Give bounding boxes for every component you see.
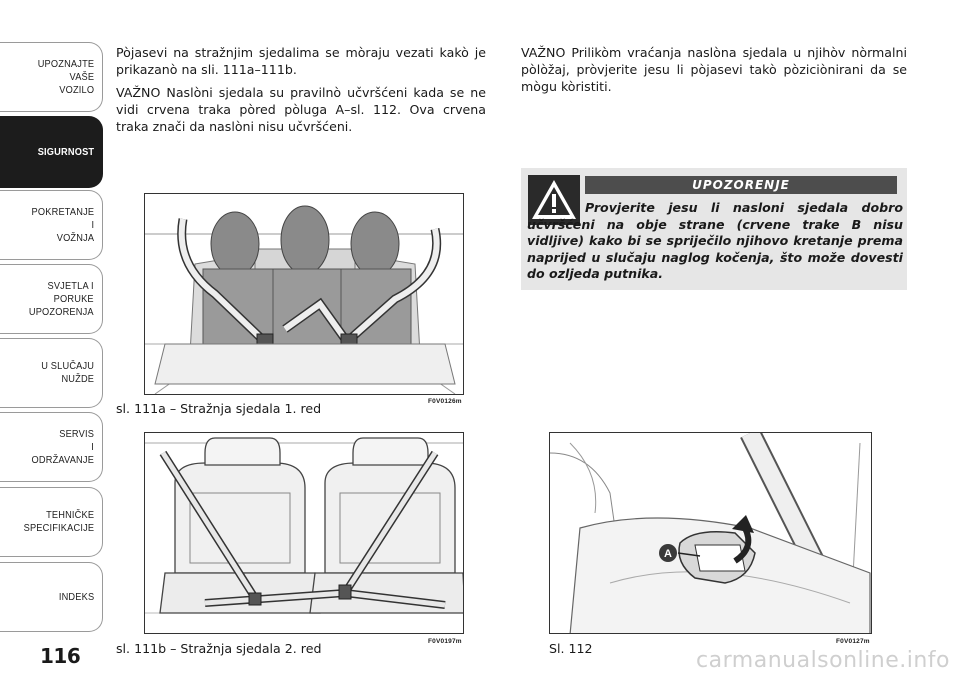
tab-indeks[interactable] bbox=[0, 562, 103, 632]
watermark: carmanualsonline.info bbox=[696, 648, 950, 673]
tab-pokretanje-i-voznja[interactable] bbox=[0, 190, 103, 260]
paragraph-important-return: VAŽNO Prilikòm vraćanja naslòna sjedala u njihòv nòrmalni pòlòžaj, pròvjerite jesu li pòjasevi takò pòziciònirani da se mògu kòristiti. bbox=[521, 45, 907, 94]
tab-tehnicke-specifikacije[interactable] bbox=[0, 487, 103, 557]
tab-upoznajte-vase-vozilo[interactable] bbox=[0, 42, 103, 112]
tab-u-slucaju-nuzde[interactable] bbox=[0, 338, 103, 408]
tab-label: SIGURNOST bbox=[37, 145, 94, 158]
figure-code-111b: F0V0197m bbox=[428, 638, 462, 645]
figure-rear-seats-row1 bbox=[144, 193, 464, 395]
figure-code-112: F0V0127m bbox=[836, 638, 870, 645]
tab-label: POKRETANJE I VOŽNJA bbox=[31, 205, 94, 244]
tab-label: TEHNIČKE SPECIFIKACIJE bbox=[23, 509, 94, 534]
warning-text: Provjerite jesu li nasloni sjedala dobro učvršćeni na obje strane (crvene trake B nisu vidljive) kako bi se spriječilo njihovo kretanje prema naprijed u slučaju naglog kočenja, što može dovesti do ozljeda putnika. bbox=[527, 200, 903, 281]
tab-label: INDEKS bbox=[58, 590, 94, 603]
tab-sigurnost[interactable] bbox=[0, 116, 103, 188]
caption-fig111a: sl. 111a – Stražnja sjedala 1. red bbox=[116, 401, 322, 416]
warning-box bbox=[521, 168, 907, 290]
paragraph-belts-rear: Pòjasevi na stražnjim sjedalima se mòraju vezati kakò je prikazanò na sli. 111a–111b. bbox=[116, 45, 486, 77]
caption-fig111b: sl. 111b – Stražnja sjedala 2. red bbox=[116, 641, 322, 656]
tab-svjetla-i-poruke[interactable] bbox=[0, 264, 103, 334]
figure-code-111a: F0V0126m bbox=[428, 398, 462, 405]
tab-label: U SLUČAJU NUŽDE bbox=[41, 360, 94, 385]
warning-title: UPOZORENJE bbox=[585, 176, 897, 194]
tab-label: SERVIS I ODRŽAVANJE bbox=[31, 427, 94, 466]
page-number: 116 bbox=[40, 644, 81, 668]
figure-rear-seats-row2 bbox=[144, 432, 464, 634]
caption-fig112: Sl. 112 bbox=[549, 641, 593, 656]
tab-servis-i-odrzavanje[interactable] bbox=[0, 412, 103, 482]
figure-backrest-lever bbox=[549, 432, 872, 634]
paragraph-important-backrests: VAŽNO Naslòni sjedala su pravilnò učvršćeni kada se ne vidi crvena traka pòred pòluga A–sl. 112. Ova crvena traka znači da naslòni nisu učvršćeni. bbox=[116, 85, 486, 134]
tab-label: UPOZNAJTE VAŠE VOZILO bbox=[37, 57, 94, 96]
label-a: A bbox=[664, 548, 672, 560]
tab-label: SVJETLA I PORUKE UPOZORENJA bbox=[29, 279, 94, 318]
